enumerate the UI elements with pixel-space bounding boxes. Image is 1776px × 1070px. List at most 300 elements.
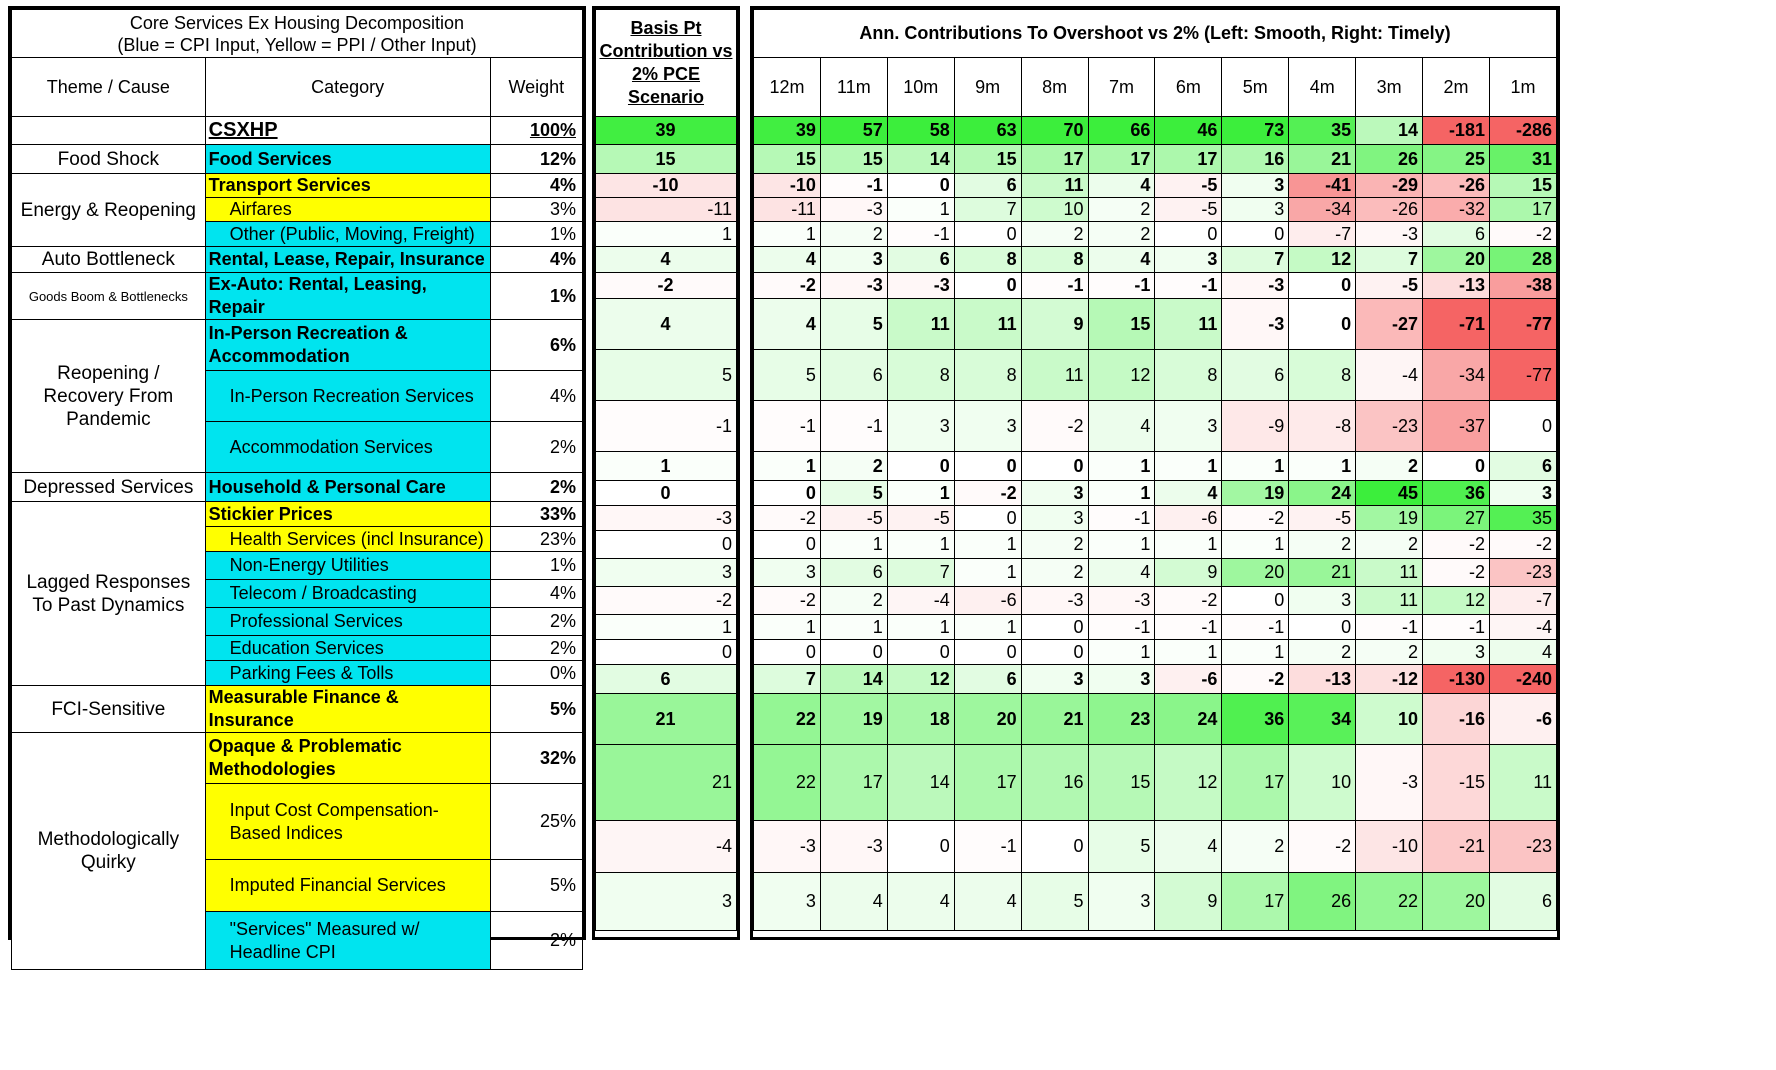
bp-value-cell: 1 [596, 615, 737, 640]
category-cell: "Services" Measured w/ Headline CPI [205, 912, 490, 970]
contribution-cell: -34 [1423, 350, 1490, 401]
contribution-cell: -2 [1289, 821, 1356, 873]
contribution-cell: 1 [887, 198, 954, 222]
weight-cell: 4% [490, 371, 582, 422]
contribution-cell: 1 [754, 452, 821, 481]
category-cell: Parking Fees & Tolls [205, 661, 490, 686]
bp-value-cell: 6 [596, 665, 737, 694]
contribution-cell: 0 [954, 273, 1021, 299]
contribution-cell: -34 [1289, 198, 1356, 222]
contribution-cell: 1 [1088, 481, 1155, 506]
contribution-cell: 1 [754, 222, 821, 247]
contribution-cell: -5 [1155, 174, 1222, 198]
contribution-cell: -3 [754, 821, 821, 873]
weight-cell: 6% [490, 320, 582, 371]
contribution-cell: -71 [1423, 299, 1490, 350]
title-line-2: (Blue = CPI Input, Yellow = PPI / Other Input) [117, 34, 477, 55]
contribution-cell: 0 [887, 174, 954, 198]
period-header: 4m [1289, 58, 1356, 117]
contribution-cell: 1 [820, 615, 887, 640]
contribution-cell: 36 [1423, 481, 1490, 506]
contribution-cell: -13 [1423, 273, 1490, 299]
table-row [596, 531, 737, 559]
contribution-cell: -2 [954, 481, 1021, 506]
weight-cell: 3% [490, 198, 582, 222]
contribution-cell: 0 [754, 640, 821, 665]
contribution-cell: 11 [1356, 559, 1423, 587]
col-header-theme: Theme / Cause [12, 58, 206, 117]
contribution-cell: 2 [1222, 821, 1289, 873]
contribution-cell: -27 [1356, 299, 1423, 350]
contribution-cell: 0 [954, 452, 1021, 481]
contribution-cell: -5 [887, 506, 954, 531]
category-cell: Health Services (incl Insurance) [205, 527, 490, 552]
contribution-cell: 4 [887, 873, 954, 931]
contribution-cell: 4 [954, 873, 1021, 931]
contribution-cell: 21 [1021, 694, 1088, 745]
category-cell: Rental, Lease, Repair, Insurance [205, 247, 490, 273]
contribution-cell: 0 [1021, 821, 1088, 873]
contribution-cell: 11 [954, 299, 1021, 350]
weight-cell: 4% [490, 174, 582, 198]
contribution-cell: 3 [820, 247, 887, 273]
category-cell: In-Person Recreation & Accommodation [205, 320, 490, 371]
contribution-cell: -4 [1489, 615, 1556, 640]
contribution-cell: -240 [1489, 665, 1556, 694]
contribution-cell: -2 [1222, 665, 1289, 694]
table-row [754, 745, 1557, 821]
col-header-category: Category [205, 58, 490, 117]
contribution-cell: 4 [754, 299, 821, 350]
table-row [754, 273, 1557, 299]
contribution-cell: 10 [1289, 745, 1356, 821]
contribution-cell: -4 [887, 587, 954, 615]
table-row [754, 350, 1557, 401]
bp-value-cell: 39 [596, 117, 737, 145]
contribution-cell: -2 [754, 587, 821, 615]
contribution-cell: 6 [954, 174, 1021, 198]
contribution-cell: 70 [1021, 117, 1088, 145]
contribution-cell: 57 [820, 117, 887, 145]
contribution-cell: 7 [954, 198, 1021, 222]
table-row [596, 174, 737, 198]
contribution-cell: 16 [1021, 745, 1088, 821]
contribution-cell: 15 [1088, 299, 1155, 350]
contribution-cell: 4 [1155, 481, 1222, 506]
contribution-cell: 17 [1021, 145, 1088, 174]
contribution-cell: 3 [754, 559, 821, 587]
contribution-cell: 8 [954, 247, 1021, 273]
table-row [754, 247, 1557, 273]
bp-value-cell: 0 [596, 481, 737, 506]
contribution-cell: 20 [1423, 873, 1490, 931]
weight-cell: 100% [490, 117, 582, 145]
contribution-cell: 7 [754, 665, 821, 694]
bp-contribution-table [595, 9, 737, 931]
contribution-cell: -21 [1423, 821, 1490, 873]
table-row [596, 745, 737, 821]
theme-cell: Goods Boom & Bottlenecks [12, 273, 206, 320]
contribution-cell: 8 [954, 350, 1021, 401]
table-row [754, 665, 1557, 694]
table-row [754, 174, 1557, 198]
contribution-cell: 0 [754, 531, 821, 559]
category-cell: Ex-Auto: Rental, Leasing, Repair [205, 273, 490, 320]
bp-value-cell: 15 [596, 145, 737, 174]
table-row [596, 615, 737, 640]
category-cell: Transport Services [205, 174, 490, 198]
table-row [754, 299, 1557, 350]
contribution-cell: 4 [1489, 640, 1556, 665]
contribution-cell: 0 [1155, 222, 1222, 247]
contribution-cell: 2 [1088, 198, 1155, 222]
contribution-cell: 0 [1021, 615, 1088, 640]
category-cell: Measurable Finance & Insurance [205, 686, 490, 733]
bp-value-cell: -2 [596, 587, 737, 615]
contribution-cell: -3 [1088, 587, 1155, 615]
contribution-cell: 5 [820, 481, 887, 506]
weight-cell: 1% [490, 273, 582, 320]
weight-cell: 4% [490, 580, 582, 608]
contribution-cell: 22 [754, 694, 821, 745]
contribution-cell: -7 [1289, 222, 1356, 247]
contribution-cell: 6 [954, 665, 1021, 694]
contribution-cell: -1 [1088, 615, 1155, 640]
contribution-cell: 3 [1423, 640, 1490, 665]
contribution-cell: -12 [1356, 665, 1423, 694]
contribution-cell: 19 [1356, 506, 1423, 531]
contribution-cell: -5 [1155, 198, 1222, 222]
contribution-cell: 12 [1423, 587, 1490, 615]
contribution-cell: 0 [887, 452, 954, 481]
category-table [11, 9, 583, 970]
contribution-cell: 18 [887, 694, 954, 745]
contribution-cell: 1 [1155, 640, 1222, 665]
contribution-cell: 17 [820, 745, 887, 821]
contribution-cell: -2 [1222, 506, 1289, 531]
contribution-cell: 31 [1489, 145, 1556, 174]
contribution-cell: 0 [954, 222, 1021, 247]
contribution-cell: 19 [1222, 481, 1289, 506]
contribution-cell: 17 [1088, 145, 1155, 174]
contribution-cell: 11 [1155, 299, 1222, 350]
table-row [596, 506, 737, 531]
contribution-cell: 9 [1155, 559, 1222, 587]
contribution-cell: 1 [1222, 452, 1289, 481]
contribution-cell: -6 [1155, 506, 1222, 531]
weight-cell: 2% [490, 473, 582, 502]
table-row [754, 117, 1557, 145]
weight-cell: 0% [490, 661, 582, 686]
contribution-cell: 23 [1088, 694, 1155, 745]
category-cell: Airfares [205, 198, 490, 222]
contribution-cell: 7 [887, 559, 954, 587]
table-row [596, 350, 737, 401]
period-header: 8m [1021, 58, 1088, 117]
contribution-cell: -181 [1423, 117, 1490, 145]
bp-value-cell: -2 [596, 273, 737, 299]
table-row [596, 247, 737, 273]
contribution-cell: 11 [887, 299, 954, 350]
contribution-cell: -29 [1356, 174, 1423, 198]
contribution-cell: -2 [1423, 559, 1490, 587]
title-line-1: Core Services Ex Housing Decomposition [129, 12, 465, 33]
contribution-cell: 1 [1222, 640, 1289, 665]
contribution-cell: 2 [820, 452, 887, 481]
contribution-cell: -3 [887, 273, 954, 299]
contribution-cell: 6 [1423, 222, 1490, 247]
period-header: 11m [820, 58, 887, 117]
contribution-cell: 14 [887, 145, 954, 174]
contribution-cell: -23 [1356, 401, 1423, 452]
contributions-panel [750, 6, 1560, 940]
contribution-cell: 6 [820, 559, 887, 587]
category-cell: Accommodation Services [205, 422, 490, 473]
contribution-cell: 28 [1489, 247, 1556, 273]
weight-cell: 32% [490, 733, 582, 784]
contribution-cell: 3 [1155, 401, 1222, 452]
contribution-cell: -3 [820, 273, 887, 299]
weight-cell: 25% [490, 784, 582, 860]
category-cell: Telecom / Broadcasting [205, 580, 490, 608]
bp-value-cell: -4 [596, 821, 737, 873]
contribution-cell: 9 [1021, 299, 1088, 350]
contribution-cell: 8 [1021, 247, 1088, 273]
period-header: 5m [1222, 58, 1289, 117]
weight-cell: 33% [490, 502, 582, 527]
table-row [596, 559, 737, 587]
table-row [754, 481, 1557, 506]
contribution-cell: 63 [954, 117, 1021, 145]
bp-value-cell: 0 [596, 640, 737, 665]
contribution-cell: 39 [754, 117, 821, 145]
contribution-cell: -6 [1155, 665, 1222, 694]
contribution-cell: 14 [887, 745, 954, 821]
contribution-cell: 0 [954, 640, 1021, 665]
contribution-cell: 6 [820, 350, 887, 401]
contribution-cell: 15 [1489, 174, 1556, 198]
contribution-cell: -3 [1222, 299, 1289, 350]
contribution-cell: 12 [1088, 350, 1155, 401]
contribution-cell: 2 [1021, 222, 1088, 247]
bp-value-cell: 1 [596, 222, 737, 247]
bp-value-cell: -10 [596, 174, 737, 198]
contribution-cell: 2 [1021, 531, 1088, 559]
contribution-cell: 0 [754, 481, 821, 506]
weight-cell: 12% [490, 145, 582, 174]
contribution-cell: -5 [1289, 506, 1356, 531]
contribution-cell: -7 [1489, 587, 1556, 615]
category-panel [8, 6, 586, 962]
period-header: 10m [887, 58, 954, 117]
contribution-cell: -77 [1489, 350, 1556, 401]
category-cell: Household & Personal Care [205, 473, 490, 502]
contribution-cell: 16 [1222, 145, 1289, 174]
contribution-cell: 15 [820, 145, 887, 174]
contribution-cell: 46 [1155, 117, 1222, 145]
contribution-cell: 2 [1356, 531, 1423, 559]
table-row [596, 821, 737, 873]
weight-cell: 1% [490, 222, 582, 247]
contribution-cell: 3 [1088, 873, 1155, 931]
theme-cell: Lagged Responses To Past Dynamics [12, 502, 206, 686]
table-row [12, 686, 583, 733]
category-cell: Imputed Financial Services [205, 860, 490, 912]
contribution-cell: -1 [1088, 506, 1155, 531]
contribution-cell: -6 [954, 587, 1021, 615]
period-header: 1m [1489, 58, 1556, 117]
contribution-cell: -41 [1289, 174, 1356, 198]
contribution-cell: 4 [1088, 174, 1155, 198]
contribution-cell: -2 [1021, 401, 1088, 452]
table-row [596, 401, 737, 452]
contribution-cell: 11 [1021, 174, 1088, 198]
weight-cell: 2% [490, 608, 582, 636]
contribution-cell: 1 [887, 481, 954, 506]
contribution-cell: 24 [1289, 481, 1356, 506]
bp-value-cell: 21 [596, 745, 737, 821]
contribution-cell: -1 [754, 401, 821, 452]
contribution-cell: 1 [1222, 531, 1289, 559]
contribution-cell: 0 [1222, 222, 1289, 247]
contribution-cell: 1 [1088, 640, 1155, 665]
contribution-cell: 26 [1356, 145, 1423, 174]
contribution-cell: 24 [1155, 694, 1222, 745]
contribution-cell: 6 [1489, 452, 1556, 481]
contribution-cell: 34 [1289, 694, 1356, 745]
table-row [596, 640, 737, 665]
contribution-cell: 10 [1021, 198, 1088, 222]
category-cell: Education Services [205, 636, 490, 661]
contribution-cell: -5 [820, 506, 887, 531]
table-row [12, 473, 583, 502]
contribution-cell: 0 [1289, 273, 1356, 299]
contribution-cell: -3 [1222, 273, 1289, 299]
contribution-cell: 3 [1222, 174, 1289, 198]
theme-cell: FCI-Sensitive [12, 686, 206, 733]
contribution-cell: -26 [1423, 174, 1490, 198]
contribution-cell: 35 [1489, 506, 1556, 531]
contribution-cell: 8 [887, 350, 954, 401]
contribution-cell: 17 [1222, 745, 1289, 821]
contribution-cell: 26 [1289, 873, 1356, 931]
contribution-cell: 1 [887, 531, 954, 559]
contribution-cell: -1 [1021, 273, 1088, 299]
contribution-cell: -3 [820, 821, 887, 873]
weight-cell: 23% [490, 527, 582, 552]
bp-value-cell: -1 [596, 401, 737, 452]
weight-cell: 5% [490, 860, 582, 912]
contribution-cell: 5 [754, 350, 821, 401]
bp-value-cell: 3 [596, 559, 737, 587]
table-row [12, 145, 583, 174]
contribution-cell: 17 [1155, 145, 1222, 174]
contribution-cell: 1 [887, 615, 954, 640]
period-header: 3m [1356, 58, 1423, 117]
contribution-cell: -38 [1489, 273, 1556, 299]
contribution-cell: 0 [887, 821, 954, 873]
contribution-cell: -6 [1489, 694, 1556, 745]
contribution-cell: 4 [1155, 821, 1222, 873]
contribution-cell: 6 [1222, 350, 1289, 401]
contribution-cell: 22 [754, 745, 821, 821]
contribution-cell: 25 [1423, 145, 1490, 174]
table-row [754, 615, 1557, 640]
table-row [754, 452, 1557, 481]
table-row [596, 145, 737, 174]
contribution-cell: 58 [887, 117, 954, 145]
contribution-cell: 27 [1423, 506, 1490, 531]
table-row [12, 733, 583, 784]
theme-cell: Reopening / Recovery From Pandemic [12, 320, 206, 473]
period-header: 6m [1155, 58, 1222, 117]
contribution-cell: 8 [1289, 350, 1356, 401]
table-row [596, 873, 737, 931]
weight-cell: 2% [490, 422, 582, 473]
contribution-cell: 1 [954, 531, 1021, 559]
weight-cell: 2% [490, 636, 582, 661]
table-row [596, 222, 737, 247]
bp-value-cell: 4 [596, 299, 737, 350]
contribution-cell: 1 [1155, 531, 1222, 559]
contribution-cell: 2 [1088, 222, 1155, 247]
contribution-cell: 2 [1289, 640, 1356, 665]
contribution-cell: 8 [1155, 350, 1222, 401]
table-row [754, 198, 1557, 222]
contribution-cell: 0 [820, 640, 887, 665]
contribution-cell: 19 [820, 694, 887, 745]
contribution-cell: 1 [954, 559, 1021, 587]
contribution-cell: 3 [1289, 587, 1356, 615]
contribution-cell: 3 [1155, 247, 1222, 273]
period-header: 9m [954, 58, 1021, 117]
contribution-cell: -15 [1423, 745, 1490, 821]
contribution-cell: -37 [1423, 401, 1490, 452]
category-cell: In-Person Recreation Services [205, 371, 490, 422]
contribution-cell: 0 [954, 506, 1021, 531]
theme-cell: Depressed Services [12, 473, 206, 502]
contribution-cell: 0 [1222, 587, 1289, 615]
contribution-cell: 3 [887, 401, 954, 452]
contribution-cell: 1 [820, 531, 887, 559]
contribution-cell: -1 [887, 222, 954, 247]
contribution-cell: 6 [887, 247, 954, 273]
contribution-cell: -1 [820, 174, 887, 198]
contribution-cell: 2 [820, 222, 887, 247]
contribution-cell: -286 [1489, 117, 1556, 145]
bp-contribution-panel [592, 6, 740, 940]
contribution-cell: -11 [754, 198, 821, 222]
period-header: 12m [754, 58, 821, 117]
category-cell: Professional Services [205, 608, 490, 636]
table-row [12, 174, 583, 198]
category-cell: CSXHP [205, 117, 490, 145]
table-row [596, 117, 737, 145]
contribution-cell: 5 [820, 299, 887, 350]
contribution-cell: -32 [1423, 198, 1490, 222]
contribution-cell: 1 [1088, 452, 1155, 481]
theme-cell [12, 117, 206, 145]
table-row [12, 247, 583, 273]
contribution-cell: 4 [754, 247, 821, 273]
contribution-cell: 14 [820, 665, 887, 694]
contribution-cell: 1 [954, 615, 1021, 640]
contribution-cell: -3 [1356, 222, 1423, 247]
contribution-cell: -13 [1289, 665, 1356, 694]
table-row [12, 117, 583, 145]
contribution-cell: -1 [1356, 615, 1423, 640]
table-row [754, 873, 1557, 931]
